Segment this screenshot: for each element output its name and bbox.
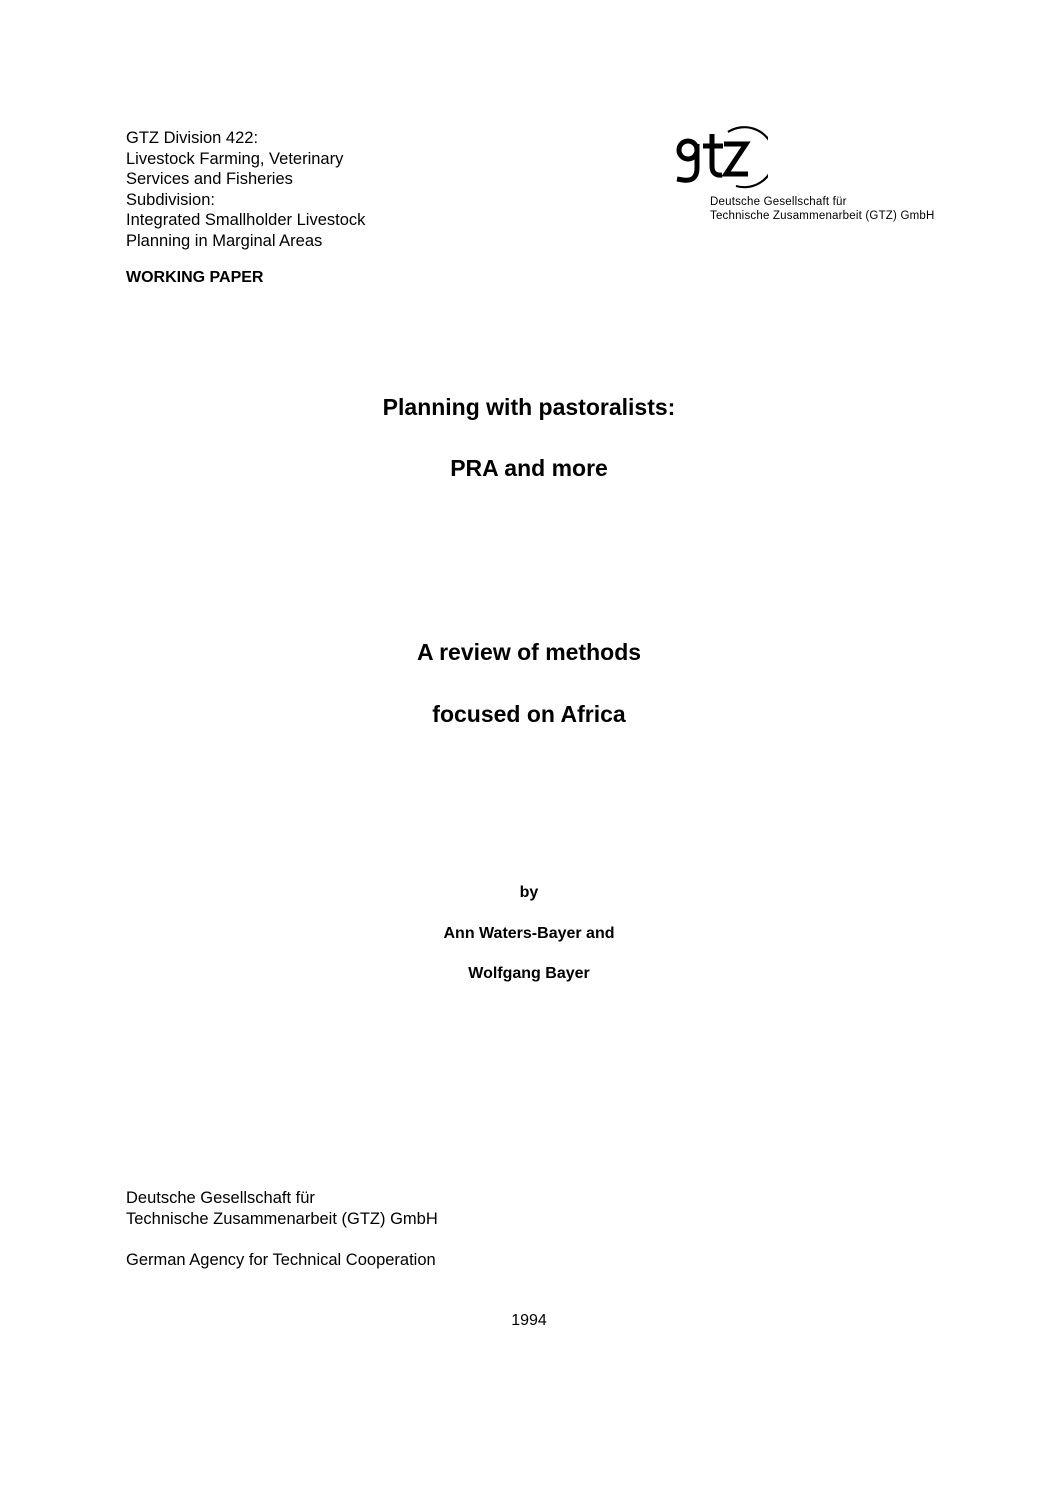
division-info: [126, 128, 365, 252]
byline-by: by: [519, 884, 539, 901]
author-2: Wolfgang Bayer: [468, 965, 590, 982]
author-1: Ann Waters-Bayer and: [443, 925, 615, 942]
logo-caption: [710, 195, 934, 223]
subtitle-line-2: focused on Africa: [432, 701, 626, 727]
publisher-line: Deutsche Gesellschaft für: [126, 1189, 315, 1207]
division-line: GTZ Division 422:: [126, 129, 259, 147]
title-line-2: PRA and more: [450, 455, 608, 481]
title-line-1: Planning with pastoralists:: [382, 394, 676, 420]
gtz-logo: [668, 124, 968, 234]
division-line: Subdivision:: [126, 190, 215, 209]
division-line: Livestock Farming, Veterinary: [126, 149, 344, 168]
logo-caption-line: Technische Zusammenarbeit (GTZ) GmbH: [710, 210, 935, 222]
gtz-logo-icon: [668, 124, 768, 192]
publication-year: 1994: [511, 1312, 547, 1329]
logo-caption-line: Deutsche Gesellschaft für: [710, 196, 847, 208]
publisher-line: Technische Zusammenarbeit (GTZ) GmbH: [126, 1210, 438, 1228]
division-line: Services and Fisheries: [126, 170, 293, 189]
division-line: Integrated Smallholder Livestock: [126, 211, 366, 230]
publisher-english-name: German Agency for Technical Cooperation: [126, 1251, 436, 1269]
subtitle-line-1: A review of methods: [416, 639, 642, 665]
document-type-label: WORKING PAPER: [126, 269, 264, 286]
publisher-name: [126, 1188, 438, 1230]
division-line: Planning in Marginal Areas: [126, 231, 323, 250]
